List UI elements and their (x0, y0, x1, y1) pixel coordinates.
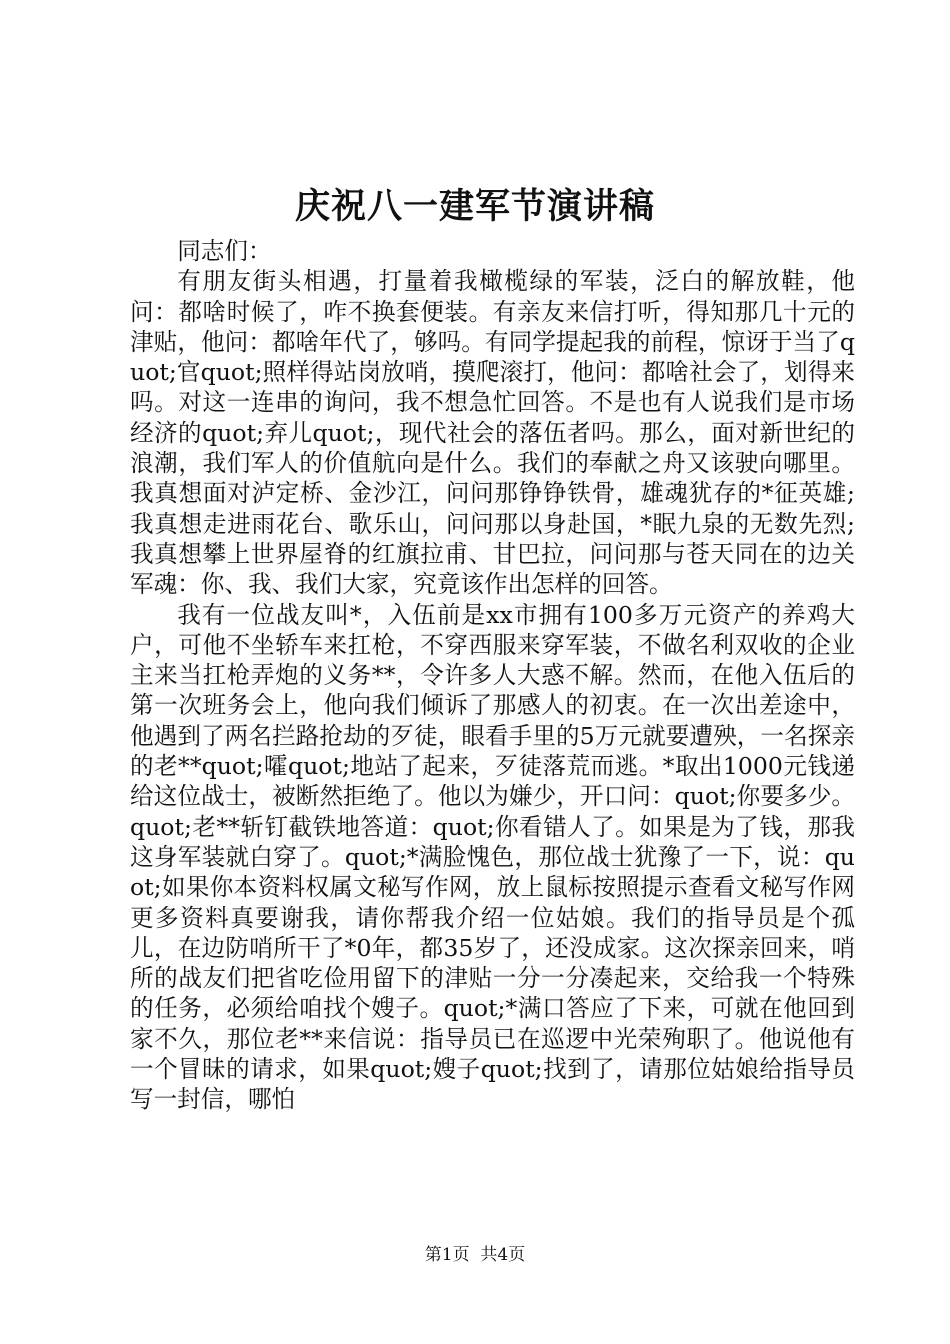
document-title: 庆祝八一建军节演讲稿 (294, 186, 655, 227)
document-body (130, 236, 855, 1115)
body-paragraph: 我有一位战友叫*，入伍前是xx市拥有100多万元资产的养鸡大户，可他不坐轿车来扛枪，不穿西服来穿军装，不做名利双收的企业主来当扛枪弄炮的义务**，令许多人大惑不解。然而，在他入伍后的第一次班务会上，他向我们倾诉了那感人的初衷。在一次出差途中，他遇到了两名拦路抢劫的歹徒，眼看手里的5万元就要遭殃，一名探亲的老**quot;嚯quot;地站了起来，歹徒落荒而逃。*取出1000元钱递给这位战士，被断然拒绝了。他以为嫌少，开口问：quot;你要多少。quot;老**斩钉截铁地答道：quot;你看错人了。如果是为了钱，那我这身军装就白穿了。quot;*满脸愧色，那位战士犹豫了一下，说：quot;如果你本资料权属文秘写作网，放上鼠标按照提示查看文秘写作网更多资料真要谢我，请你帮我介绍一位姑娘。我们的指导员是个孤儿，在边防哨所干了*0年，都35岁了，还没成家。这次探亲回来，哨所的战友们把省吃俭用留下的津贴一分一分凑起来，交给我一个特殊的任务，必须给咱找个嫂子。quot;*满口答应了下来，可就在他回到家不久，那位老**来信说：指导员已在巡逻中光荣殉职了。他说他有一个冒昧的请求，如果quot;嫂子quot;找到了，请那位姑娘给指导员写一封信，哪怕 (130, 600, 855, 1114)
page-footer: 第1页 共4页 (424, 1245, 526, 1265)
body-paragraph: 有朋友街头相遇，打量着我橄榄绿的军装，泛白的解放鞋，他问：都啥时候了，咋不换套便装。有亲友来信打听，得知那几十元的津贴，他问：都啥年代了，够吗。有同学提起我的前程，惊讶于当了quot;官quot;照样得站岗放哨，摸爬滚打，他问：都啥社会了，划得来吗。对这一连串的询问，我不想急忙回答。不是也有人说我们是市场经济的quot;弃儿quot;，现代社会的落伍者吗。那么，面对新世纪的浪潮，我们军人的价值航向是什么。我们的奉献之舟又该驶向哪里。我真想面对泸定桥、金沙江，问问那铮铮铁骨，雄魂犹存的*征英雄;我真想走进雨花台、歌乐山，问问那以身赴国，*眠九泉的无数先烈;我真想攀上世界屋脊的红旗拉甫、甘巴拉，问问那与苍天同在的边关军魂：你、我、我们大家，究竟该作出怎样的回答。 (130, 267, 855, 599)
salutation-paragraph: 同志们： (177, 237, 272, 265)
